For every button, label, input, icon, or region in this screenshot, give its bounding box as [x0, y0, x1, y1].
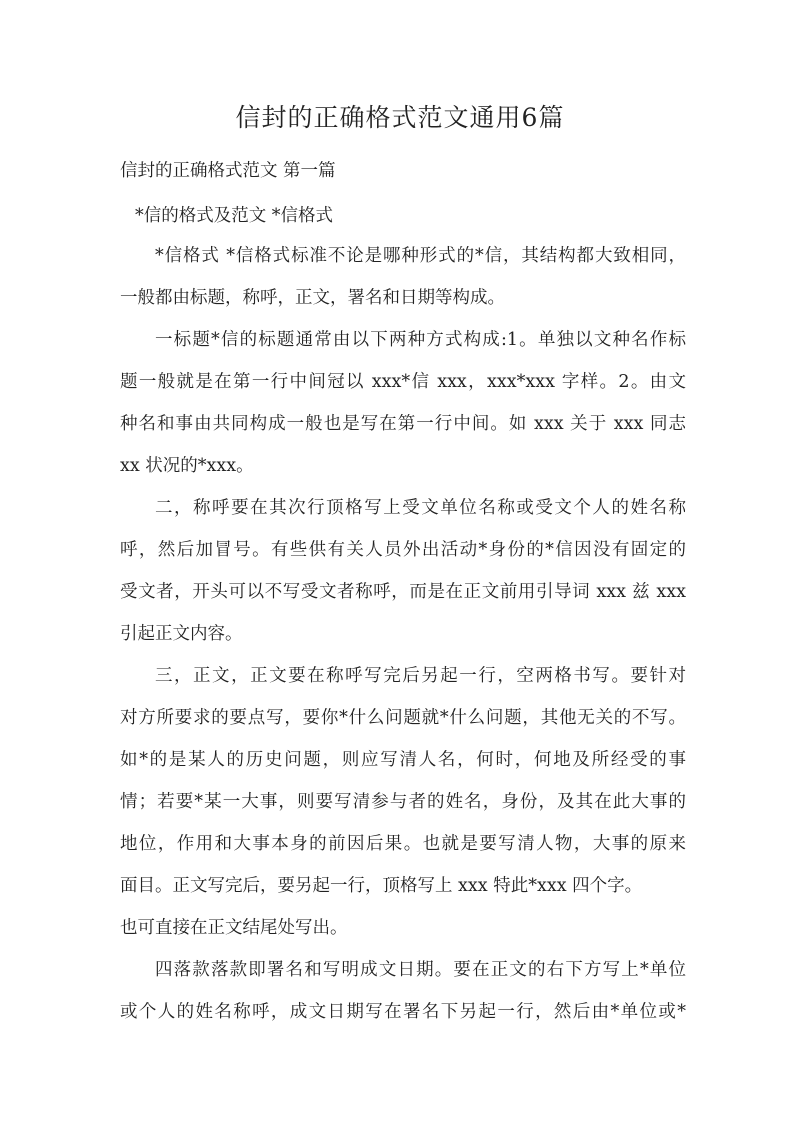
paragraph-line: xx 状况的*xxx。	[120, 456, 254, 476]
paragraph-line: 一般都由标题，称呼，正文，署名和日期等构成。	[120, 288, 505, 308]
paragraph-line: 也可直接在正文结尾处写出。	[120, 918, 348, 938]
paragraph-line: 地位，作用和大事本身的前因后果。也就是要写清人物，大事的原来	[120, 834, 686, 854]
paragraph-line: 一标题*信的标题通常由以下两种方式构成:1。单独以文种名作标	[155, 330, 686, 350]
paragraph-line: 受文者，开头可以不写受文者称呼，而是在正文前用引导词 xxx 兹 xxx	[120, 582, 686, 602]
paragraph-line: 二，称呼要在其次行顶格写上受文单位名称或受文个人的姓名称	[155, 498, 686, 518]
paragraph-line: 呼，然后加冒号。有些供有关人员外出活动*身份的*信因没有固定的	[120, 540, 686, 560]
paragraph-line: 引起正文内容。	[120, 624, 243, 644]
paragraph-line: 情；若要*某一大事，则要写清参与者的姓名，身份，及其在此大事的	[120, 792, 686, 812]
paragraph-line: 四落款落款即署名和写明成文日期。要在正文的右下方写上*单位	[155, 960, 686, 980]
subheading: *信的格式及范文 *信格式	[135, 206, 334, 226]
paragraph-line: 种名和事由共同构成一般也是写在第一行中间。如 xxx 关于 xxx 同志	[120, 414, 686, 434]
document-title: 信封的正确格式范文通用6篇	[235, 103, 565, 132]
paragraph-line: 题一般就是在第一行中间冠以 xxx*信 xxx，xxx*xxx 字样。2。由文	[120, 372, 686, 392]
paragraph-line: 面目。正文写完后，要另起一行，顶格写上 xxx 特此*xxx 四个字。	[120, 876, 643, 896]
section-heading: 信封的正确格式范文 第一篇	[120, 161, 336, 181]
paragraph-line: *信格式 *信格式标准不论是哪种形式的*信，其结构都大致相同，	[155, 246, 686, 266]
paragraph-line: 对方所要求的要点写，要你*什么问题就*什么问题，其他无关的不写。	[120, 708, 686, 728]
paragraph-line: 或个人的姓名称呼，成文日期写在署名下另起一行，然后由*单位或*	[120, 1002, 686, 1022]
paragraph-line: 三，正文，正文要在称呼写完后另起一行，空两格书写。要针对	[155, 666, 686, 686]
paragraph-line: 如*的是某人的历史问题，则应写清人名，何时，何地及所经受的事	[120, 750, 686, 770]
